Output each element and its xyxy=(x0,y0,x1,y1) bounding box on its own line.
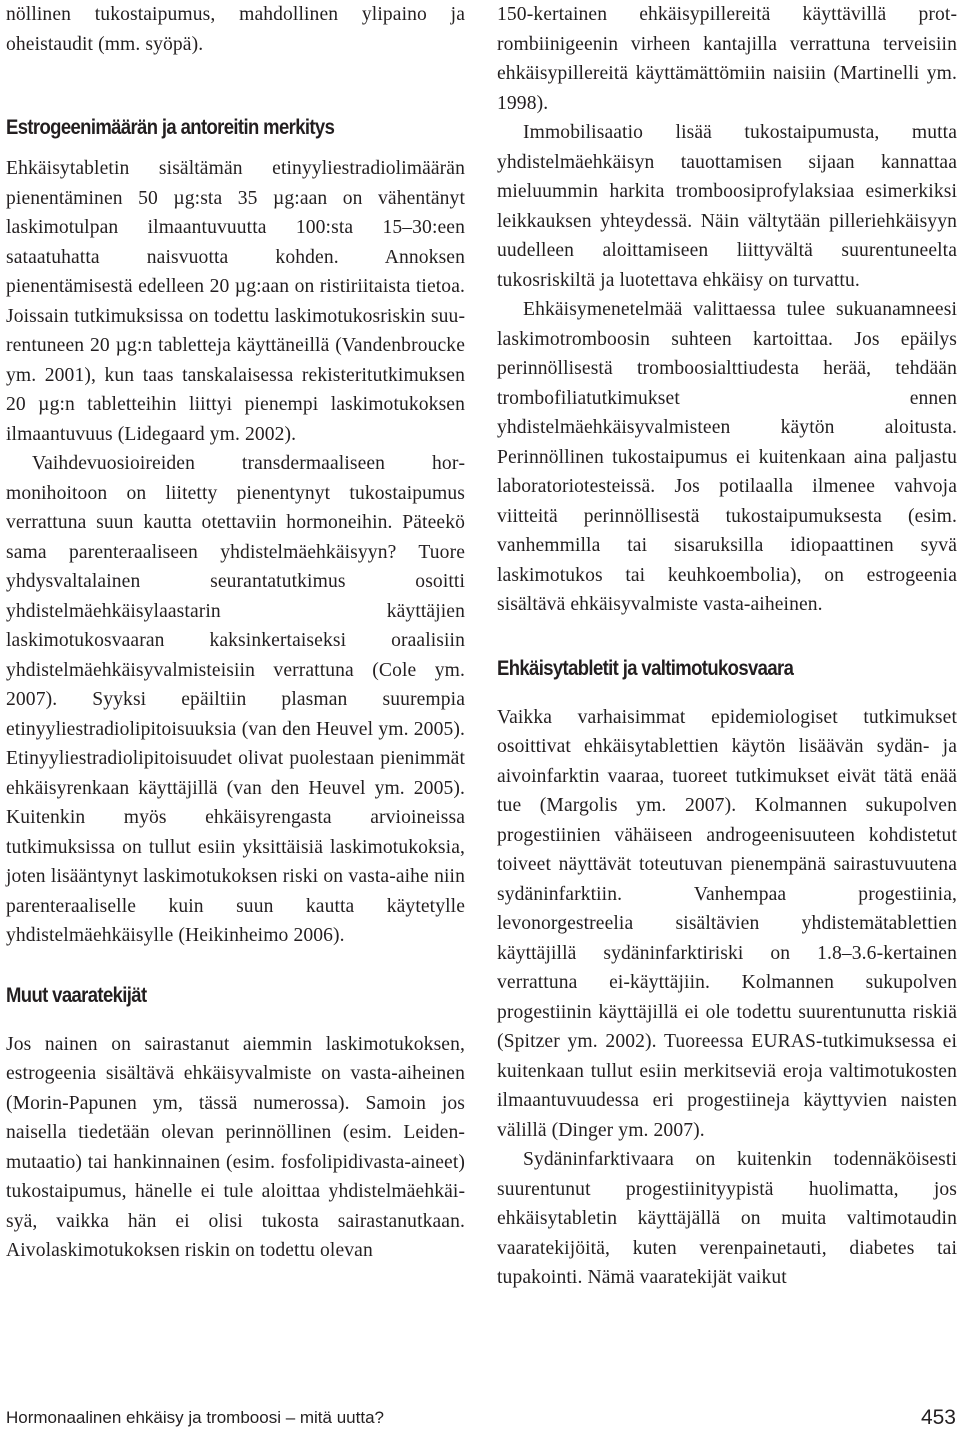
paragraph-previous-thrombosis: Jos nainen on sairastanut aiemmin laskimotukoksen, estrogeenia sisältävä ehkäisyvalmiste on vasta-aiheinen (Morin-Papunen ym, tässä numerossa). Samoin jos naisella tiedetään olevan perinnöllinen (esim. Leiden-mutaatio) tai hankinnainen (esim. fosfolipidivasta-aineet) tukostaipumus, hänelle ei tule aloittaa yhdistelmäehkäisyä, vaikka hän ei olisi tukosta sairastanutkaan. Aivolaskimotukoksen riskin on todettu olevan xyxy=(6,1033,465,1261)
paragraph-myocardial-infarction-risk: Sydäninfarktivaara on kuitenkin todennäköisesti suurentunut progestiinityypistä huolimatta, jos ehkäisytabletin käyttäjällä on muita valtimotaudin vaaratekijöitä, kuten verenpainetauti, diabetes tai tupakointi. Nämä vaaratekijät vaikut xyxy=(497,1149,957,1288)
paragraph-ethinylestradiol-dose: Ehkäisytabletin sisältämän etinyyliestradiolimäärän pienentäminen 50 µg:sta 35 µg:aan on vähentänyt laskimotulpan ilmaantuvuutta 100:sta 15–30:een sataatuhatta naisvuotta kohden. Annoksen pienentämisestä edelleen 20 µg:aan on ristiriitaista tietoa. Joissain tutkimuksissa on todettu laskimotukosriskin suurentuneen 20 µg:n tabletteja käyttäneillä (Vandenbroucke ym. 2001), kun taas tanskalaisessa rekisteritutkimuksen 20 µg:n tabletteihin liittyi pienempi laskimotukoksen ilmaantuvuus (Lidegaard ym. 2002). xyxy=(6,158,465,445)
heading-estrogen-dose-and-route: Estrogeenimäärän ja antoreitin merkitys xyxy=(6,116,335,139)
paragraph-continuation-right: 150-kertainen ehkäisypillereitä käyttävillä protrombiinigeenin virheen kantajilla verrattuna terveisiin ehkäisypillereitä käyttämättömiin naisiin (Martinelli ym. 1998). xyxy=(497,4,957,114)
paragraph-family-history: Ehkäisymenetelmää valittaessa tulee sukuanamneesi laskimotromboosin suhteen kartoittaa. Jos epäilys perinnöllisestä tromboosialttiudesta herää, tehdään trombofiliatutkimukset ennen yhdistelmäehkäisyvalmisteen käytön aloitusta. Perinnöllinen tukostaipumus ei kuitenkaan aina paljastu laboratoriotesteissä. Jos potilaalla ilmenee vahvoja viitteitä perinnöllisestä tukostaipumuksesta (esim. vanhemmilla tai sisaruksilla idiopaattinen syvä laskimotukos tai keuhkoembolia), on estrogeenia sisältävä ehkäisyvalmiste vasta-aiheinen. xyxy=(497,299,957,615)
paragraph-transdermal-therapy: Vaihdevuosioireiden transdermaaliseen hormonihoitoon on liitetty pienentynyt tukostaipumus verrattuna suun kautta otettaviin hormoneihin. Päteekö sama parenteraaliseen yhdistelmäehkäisyyn? Tuore yhdysvaltalainen seurantatutkimus osoitti yhdistelmäehkäisylaastarin käyttäjien laskimotukosvaaran kaksinkertaiseksi oraalisiin yhdistelmäehkäisyvalmisteisiin verrattuna (Cole ym. 2007). Syyksi epäiltiin plasman suurempia etinyyliestradiolipitoisuuksia (van den Heuvel ym. 2005). Etinyyliestradiolipitoisuudet olivat puolestaan pienimmät ehkäisyrenkaan käyttäjillä (van den Heuvel ym. 2005). Kuitenkin myös ehkäisyrengasta arvioineissa tutkimuksissa on tullut esiin yksittäisiä laskimotukoksia, joten lisääntynyt laskimotukoksen riski on vasta-aihe niin parenteraaliselle kuin suun kautta käytetylle yhdistelmäehkäisylle (Heikinheimo 2006). xyxy=(6,453,465,946)
page-footer xyxy=(6,1408,956,1430)
paragraph-continuation-left: nöllinen tukostaipumus, mahdollinen ylipaino ja oheistaudit (mm. syöpä). xyxy=(6,4,465,55)
right-column xyxy=(497,0,957,1293)
heading-other-risk-factors: Muut vaaratekijät xyxy=(6,983,147,1007)
paragraph-immobilisation: Immobilisaatio lisää tukostaipumusta, mutta yhdistelmäehkäisyn tauottamisen sijaan kannattaa mieluummin harkita tromboosiprofylaksiaa esimerkiksi leikkauksen yhteydessä. Näin vältytään pilleriehkäisyyn uudelleen aloittamiseen liittyvältä suurentuneelta tukosriskiltä ja luotettava ehkäisy on turvattu. xyxy=(497,122,957,291)
page-number: 453 xyxy=(920,1406,956,1429)
heading-arterial-thrombosis-risk: Ehkäisytabletit ja valtimotukosvaara xyxy=(497,656,794,680)
paragraph-epidemiological-studies: Vaikka varhaisimmat epidemiologiset tutkimukset osoittivat ehkäisytablettien käytön lisäävän sydän- ja aivoinfarktin vaaraa, tuoreet tutkimukset eivät tätä enää tue (Margolis ym. 2007). Kolmannen sukupolven progestiinien vähäiseen androgeenisuuteen kohdistetut toiveet näyttävät toteutuvan pienempänä sairastuvuutena sydäninfarktiin. Vanhempaa progestiinia, levonorgestreelia sisältävien yhdistemätablettien käyttäjillä sydäninfarktiriski on 1.8–3.6-kertainen verrattuna ei-käyttäjiin. Kolmannen sukupolven progestiinin käyttäjillä ei ole todettu suurentunutta riskiä (Spitzer ym. 2002). Tuoreessa EURAS-tutkimuksessa ei kuitenkaan tullut esiin merkitseviä eroja valtimotukosten ilmaantuvuudessa eri progestiineja käyttyvien naisten välillä (Dinger ym. 2007). xyxy=(497,706,957,1141)
running-title: Hormonaalinen ehkäisy ja tromboosi – mitä uutta? xyxy=(6,1408,384,1427)
left-column xyxy=(6,0,465,1266)
